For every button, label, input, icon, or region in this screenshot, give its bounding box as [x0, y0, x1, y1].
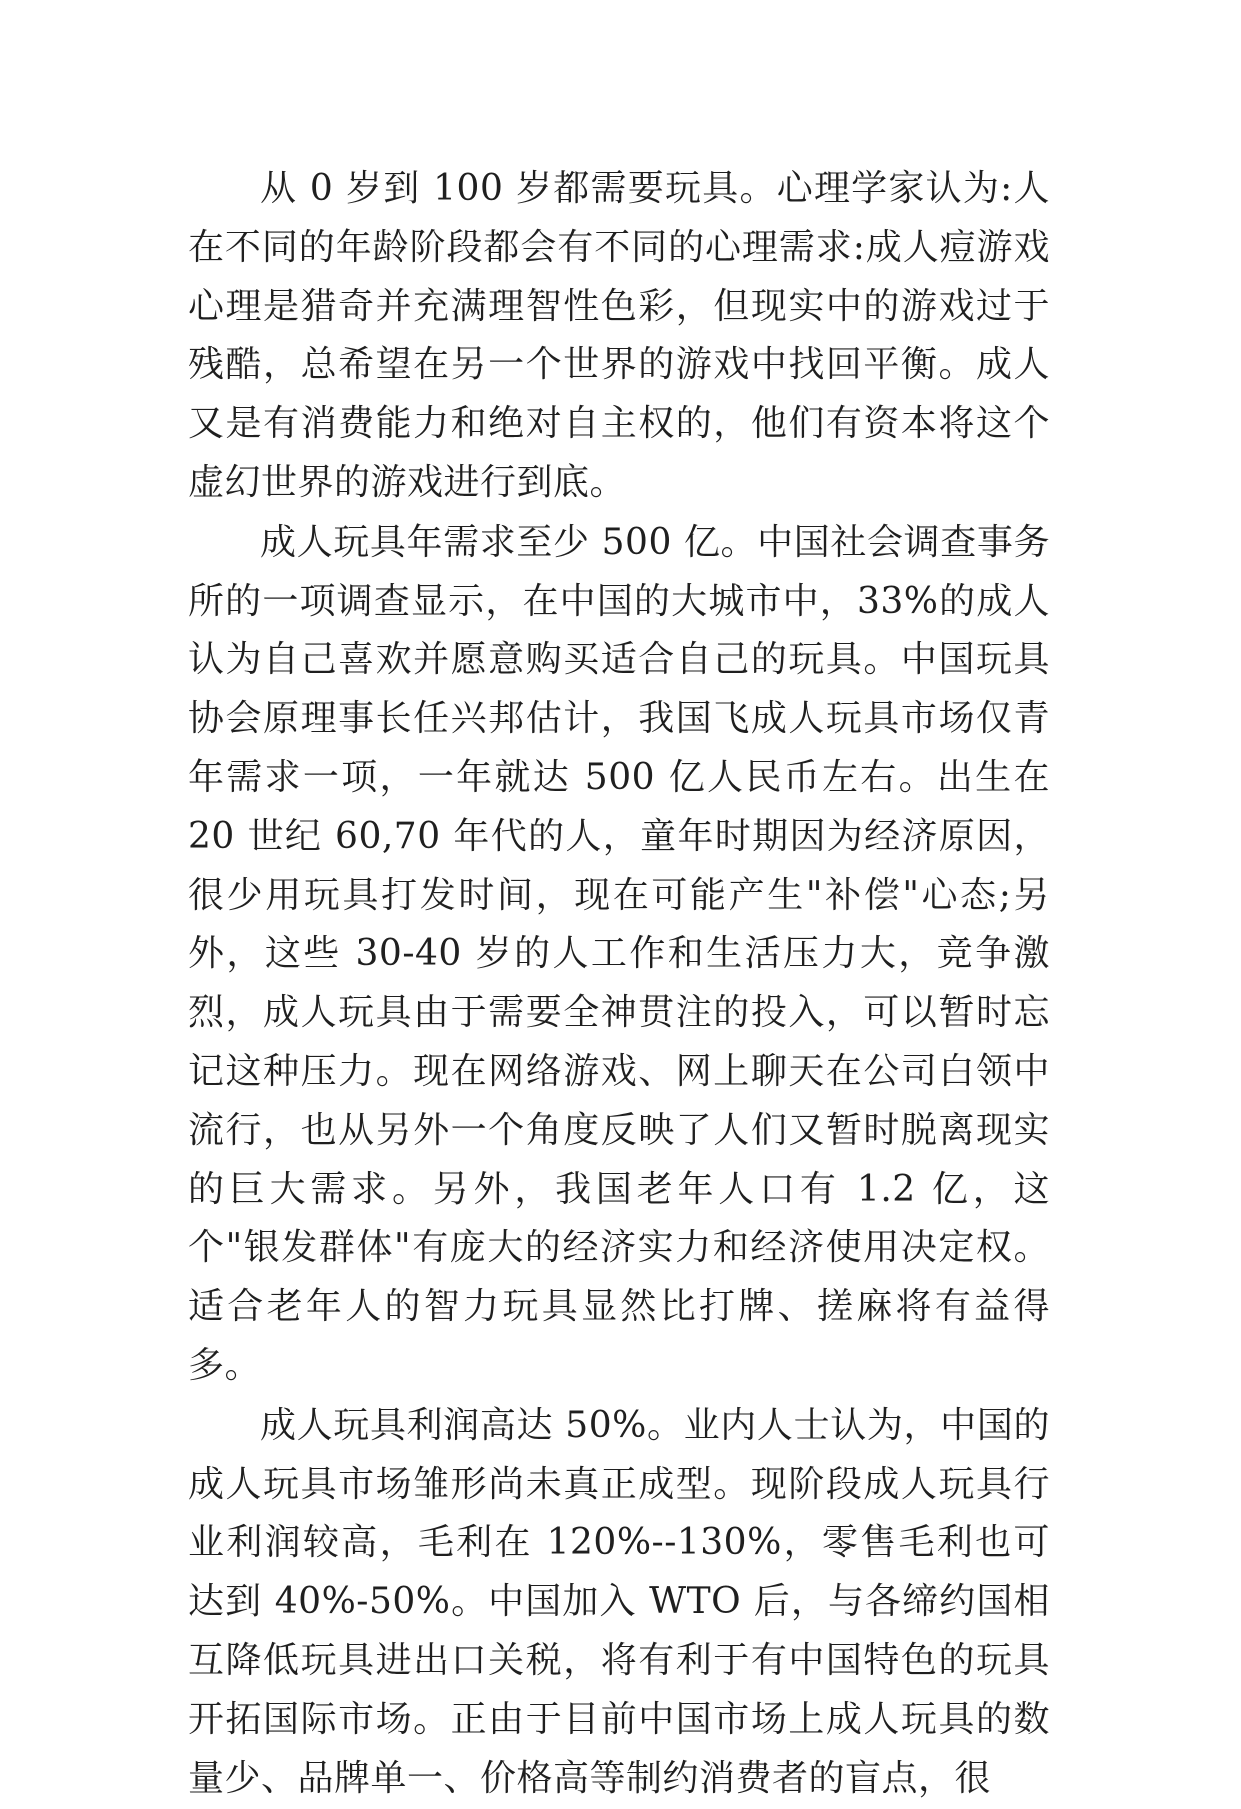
paragraph-profit: 成人玩具利润高达 50%。业内人士认为，中国的成人玩具市场雏形尚未真正成型。现阶段成人玩具行业利润较高，毛利在 120%--130%，零售毛利也可达到 40%-50%。中国加入 WTO 后，与各缔约国相互降低玩具进出口关税，将有利于有中国特色的玩具开拓国际市场。正由于目前中国市场上成人玩具的数量少、品牌单一、价格高等制约消费者的盲点，很 — [188, 1404, 1050, 1799]
paragraph-age-need: 从 0 岁到 100 岁都需要玩具。心理学家认为:人在不同的年龄阶段都会有不同的心理需求:成人痘游戏心理是猎奇并充满理智性色彩，但现实中的游戏过于残酷，总希望在另一个世界的游戏中找回平衡。成人又是有消费能力和绝对自主权的，他们有资本将这个虚幻世界的游戏进行到底。 — [188, 168, 1050, 503]
paragraph-annual-demand: 成人玩具年需求至少 500 亿。中国社会调查事务所的一项调查显示，在中国的大城市中，33%的成人认为自己喜欢并愿意购买适合自己的玩具。中国玩具协会原理事长任兴邦估计，我国飞成人玩具市场仅青年需求一项，一年就达 500 亿人民币左右。出生在 20 世纪 60,70 年代的人，童年时期因为经济原因，很少用玩具打发时间，现在可能产生"补偿"心态;另外，这些 30-40 岁的人工作和生活压力大，竞争激烈，成人玩具由于需要全神贯注的投入，可以暂时忘记这种压力。现在网络游戏、网上聊天在公司白领中流行，也从另外一个角度反映了人们又暂时脱离现实的巨大需求。另外，我国老年人口有 1.2 亿，这个"银发群体"有庞大的经济实力和经济使用决定权。适合老年人的智力玩具显然比打牌、搓麻将有益得多。 — [188, 521, 1050, 1386]
document-body — [188, 160, 1050, 1809]
